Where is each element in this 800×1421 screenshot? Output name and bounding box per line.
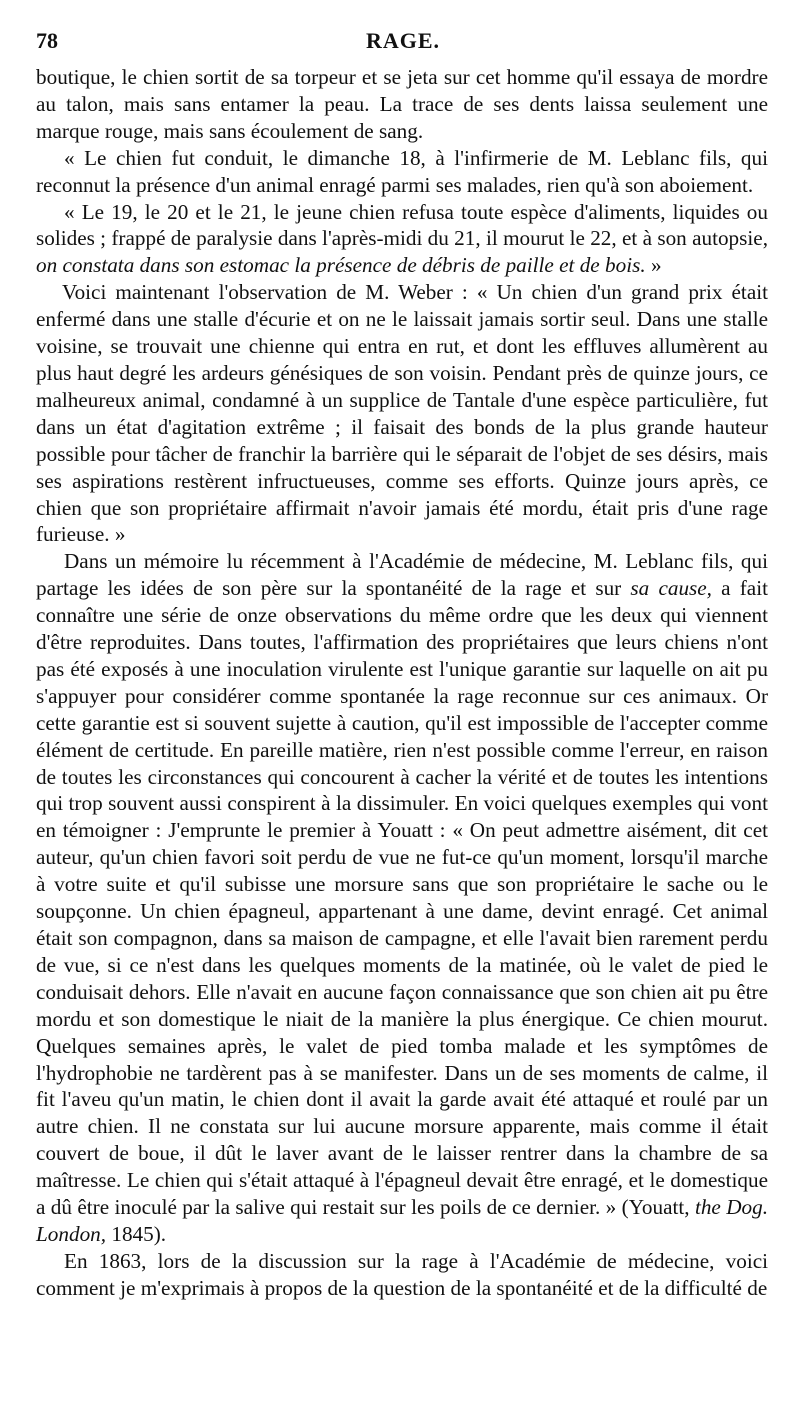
running-title: RAGE.: [365, 28, 441, 53]
paragraph-3: [36, 199, 768, 280]
paragraph-3-text: « Le 19, le 20 et le 21, le jeune chien refusa toute espèce d'aliments, liquides ou solides ; frappé de paralysie dans l'après-midi du 21, il mourut le 22, et à son autopsie,: [36, 199, 768, 251]
paragraph-2: « Le chien fut conduit, le dimanche 18, à l'infirmerie de M. Leblanc fils, qui reconnut la présence d'un animal enragé parmi ses malades, rien qu'à son aboiement.: [36, 145, 768, 197]
page-header: [36, 22, 770, 58]
paragraph-5-italic-a: sa cause,: [630, 576, 712, 601]
page-number: 78: [36, 28, 58, 53]
page-body: [36, 64, 768, 1302]
paragraph-3-italic: on constata dans son estomac la présence de débris de paille et de bois.: [36, 253, 646, 278]
paragraph-5-text-a: Dans un mémoire lu récemment à l'Académie de médecine, M. Leblanc fils, qui partage les idées de son père sur la spontanéité de la rage et sur: [36, 549, 768, 601]
paragraph-5-text-b: a fait connaître une série de onze observations du même ordre que les deux qui viennent d'être reproduites. Dans toutes, l'affirmation des propriétaires que leurs chiens n'ont pas été exposés à une inoculation virulente est l'unique garantie sur laquelle on ait pu s'appuyer pour considérer comme spontanée la rage reconnue sur ces animaux. Or cette garantie est si souvent sujette à caution, qu'il est impossible de l'accepter comme élément de certitude. En pareille matière, rien n'est possible comme l'erreur, en raison de toutes les circonstances qui concourent à cacher la vérité et de toutes les intentions qui trop souvent aussi conspirent à la dissimuler. En voici quelques exemples qui vont en témoigner : J'emprunte le premier à Youatt : « On peut admettre aisément, dit cet auteur, qu'un chien favori soit perdu de vue ne fut-ce qu'un moment, lorsqu'il marche à votre suite et qu'il subisse une morsure sans que son propriétaire le sache ou le soupçonne. Un chien épagneul, appartenant à une dame, devint enragé. Cet animal était son compagnon, dans sa maison de campagne, et elle l'avait bien rarement perdu de vue, si ce n'est dans les quelques moments de la matinée, où le valet de pied le conduisait dehors. Elle n'avait en aucune façon connaissance que son chien ait pu être mordu et son domestique le niait de la manière la plus énergique. Ce chien mourut. Quelques semaines après, le valet de pied tomba malade et les symptômes de l'hydrophobie ne tardèrent pas à se manifester. Dans un de ses moments de calme, il fit l'aveu qu'un matin, le chien dont il avait la garde avait été attaqué et roulé par un autre chien. Il ne constata sur lui aucune morsure apparente, mais comme il était couvert de boue, il dût le laver avant de le laisser rentrer dans la chambre de sa maîtresse. Le chien qui s'était attaqué à l'épagneul devait être enragé, et le domestique a dû être inoculé par la salive qui restait sur les poils de ce dernier. » (Youatt,: [36, 576, 768, 1220]
paragraph-5-italic-b: the Dog. London,: [36, 1195, 768, 1246]
paragraph-6: En 1863, lors de la discussion sur la rage à l'Académie de médecine, voici comment je m'exprimais à propos de la question de la spontanéité et de la difficulté de: [36, 1248, 768, 1300]
paragraph-5-text-c: 1845).: [106, 1221, 167, 1246]
paragraph-1: boutique, le chien sortit de sa torpeur et se jeta sur cet homme qu'il essaya de mordre au talon, mais sans entamer la peau. La trace de ses dents laissa seulement une marque rouge, mais sans écoulement de sang.: [36, 65, 768, 143]
paragraph-4: Voici maintenant l'observation de M. Weber : « Un chien d'un grand prix était enfermé dans une stalle d'écurie et on ne le laissait jamais sortir seul. Dans une stalle voisine, se trouvait une chienne qui entra en rut, et dont les effluves allumèrent au plus haut degré les ardeurs génésiques de son voisin. Pendant près de quinze jours, ce malheureux animal, condamné à un supplice de Tantale d'une espèce particulière, fut dans un état d'agitation extrême ; il faisait des bonds de la plus grande hauteur possible pour tâcher de franchir la barrière qui le séparait de l'objet de ses désirs, mais ses aspirations restèrent infructueuses, comme ses efforts. Quinze jours après, ce chien que son propriétaire affirmait n'avoir jamais été mordu, était pris d'une rage furieuse. »: [36, 280, 768, 547]
paragraph-5: [36, 548, 768, 1248]
paragraph-3-close: »: [645, 253, 662, 278]
